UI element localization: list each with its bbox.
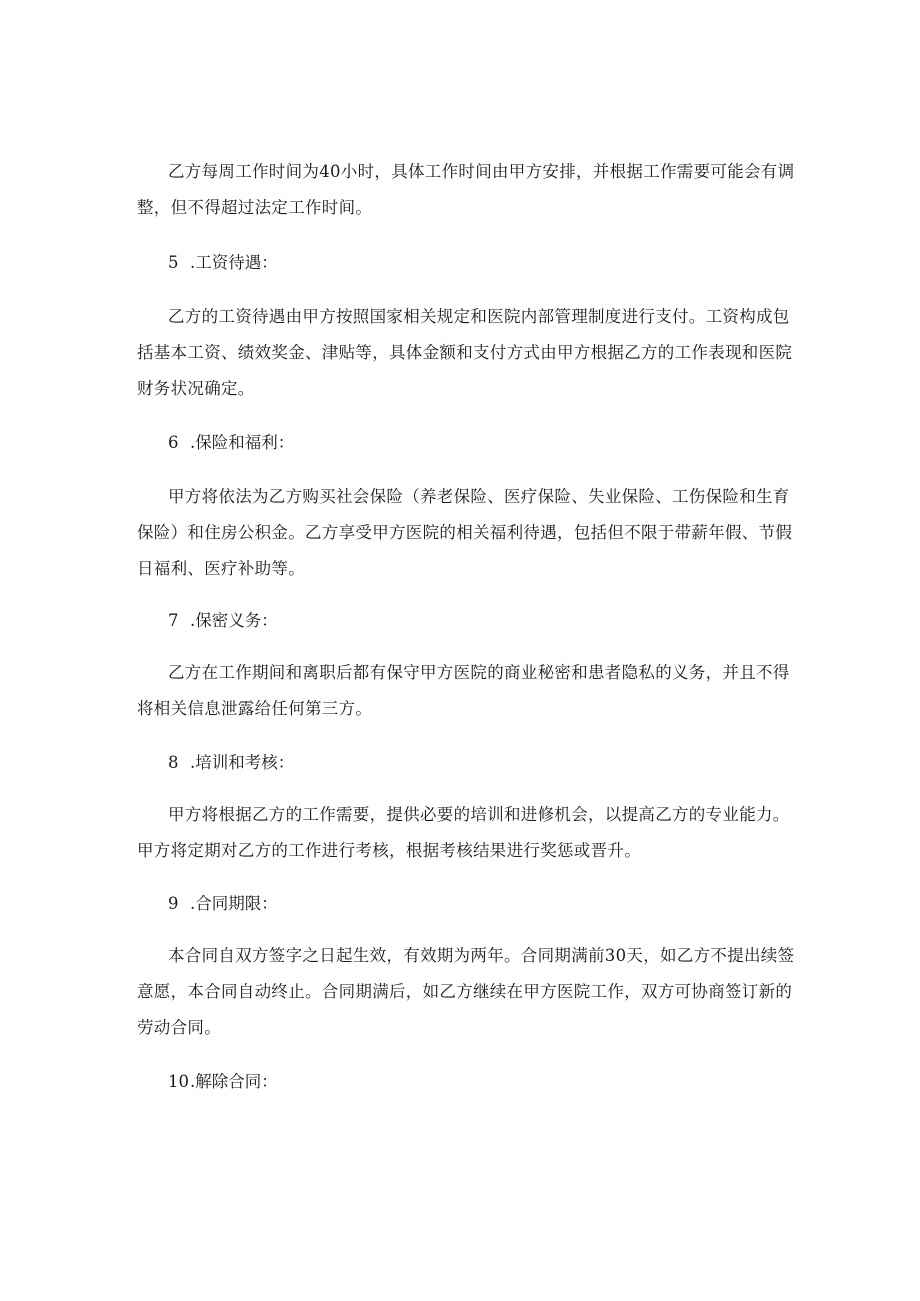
section-number: 8: [168, 753, 179, 772]
section-title: .解除合同：: [190, 1072, 278, 1091]
section-number: 7: [168, 611, 179, 630]
section-number: 5: [168, 253, 179, 272]
paragraph-confidentiality: 乙方在工作期间和离职后都有保守甲方医院的商业秘密和患者隐私的义务，并且不得将相关信息泄露给任何第三方。: [137, 663, 790, 718]
section-heading-9: [168, 886, 278, 922]
section-heading-10: [168, 1064, 278, 1100]
section-heading-5: [168, 245, 278, 281]
paragraph-term: 本合同自双方签字之日起生效，有效期为两年。合同期满前30天，如乙方不提出续签意愿，本合同自动终止。合同期满后，如乙方继续在甲方医院工作，双方可协商签订新的劳动合同。: [137, 946, 795, 1037]
section-title: .保密义务：: [190, 611, 278, 630]
section-heading-7: [168, 603, 278, 639]
paragraph-salary: 乙方的工资待遇由甲方按照国家相关规定和医院内部管理制度进行支付。工资构成包括基本工资、绩效奖金、津贴等，具体金额和支付方式由甲方根据乙方的工作表现和医院财务状况确定。: [137, 307, 793, 398]
section-number: 10: [168, 1072, 189, 1091]
section-number: 6: [168, 433, 179, 452]
paragraph-working-hours: 乙方每周工作时间为40小时，具体工作时间由甲方安排，并根据工作需要可能会有调整，但不得超过法定工作时间。: [137, 162, 795, 217]
paragraph-training: 甲方将根据乙方的工作需要，提供必要的培训和进修机会，以提高乙方的专业能力。甲方将定期对乙方的工作进行考核，根据考核结果进行奖惩或晋升。: [137, 805, 790, 860]
section-heading-6: [168, 425, 294, 461]
section-number: 9: [168, 894, 179, 913]
section-title: .保险和福利：: [190, 433, 295, 452]
section-title: .工资待遇：: [190, 253, 278, 272]
section-heading-8: [168, 745, 294, 781]
section-title: .培训和考核：: [190, 753, 295, 772]
section-title: .合同期限：: [190, 894, 278, 913]
paragraph-insurance: 甲方将依法为乙方购买社会保险（养老保险、医疗保险、失业保险、工伤保险和生育保险）和住房公积金。乙方享受甲方医院的相关福利待遇，包括但不限于带薪年假、节假日福利、医疗补助等。: [137, 487, 793, 578]
